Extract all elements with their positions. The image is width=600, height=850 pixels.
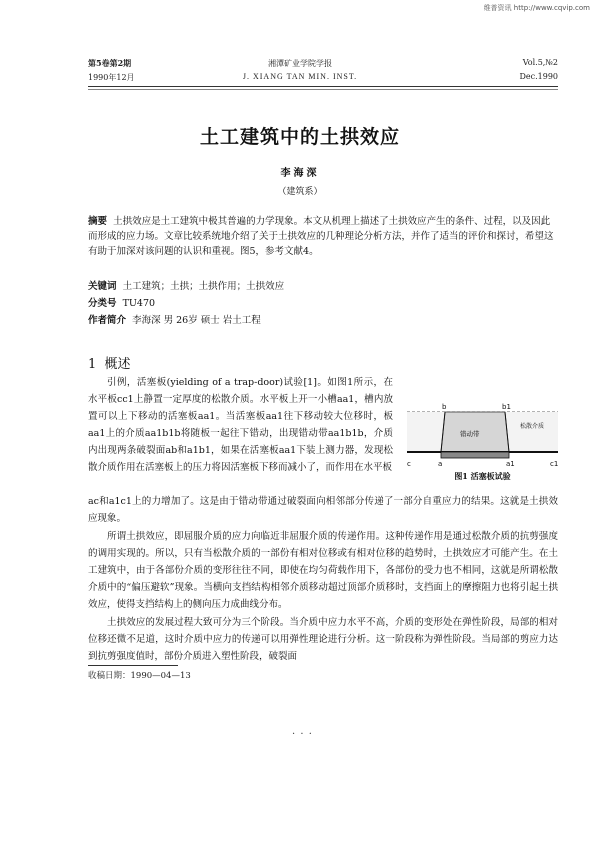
received-date: 收稿日期：1990—04—13 [88,671,191,681]
figure-trap-door-diagram [405,398,560,468]
date-en: Dec.1990 [519,72,558,81]
classification-text: TU470 [122,298,156,309]
figure-caption: 图1 活塞板试验 [454,471,511,481]
author-bio-label: 作者简介 [88,315,127,326]
label-c1: c1 [550,460,559,468]
label-c: c [407,460,411,468]
header-rule [88,86,558,87]
band-label: 错动带 [460,430,480,438]
section-heading [88,353,131,372]
section-title: 概述 [104,357,131,372]
volume-en: Vol.5,№2 [522,58,558,67]
abstract-label: 摘要 [88,216,108,227]
date-label: 1990年12月 [88,73,135,82]
paragraph-2: 所谓土拱效应，即屈服介质的应力向临近非屈服介质的传递作用。这种传递作用是通过松散介质的抗剪强度的调用实现的。所以，只有当松散介质的一部份有相对位移或有相对位移的趋势时，土拱效应才可能产生。在土工建筑中，由于各部份介质的变形往往不同，即使在均匀荷载作用下，各部份的受力也不相同，这就是所谓松散介质中的“偏压避软”现象。当横向支挡结构相邻介质移动超过顶部介质移时，支挡面上的摩擦阻力也将引起土拱效应，使得支挡结构上的侧向压力成曲线分布。 [88,531,558,610]
header-rule-secondary [88,89,558,90]
classification-label: 分类号 [88,298,117,309]
classification-line [88,296,558,311]
paragraph-1-narrow: 引例，活塞板(yielding of a trap-door)试验[1]。如图1所示，在水平板cc1上静置一定厚度的松散介质。水平板上开一小槽aa1，槽内放置可以上下移动的活塞板aa1。当活塞板aa1往下移动较大位移时，板aa1上的介质aa1b1b将随板一起往下错动，出现错动带aa1b1b，介质内出现两条破裂面ab和a1b1，如果在活塞板aa1下装上测力器，发现松散介质作用在活塞板上的压力将因活塞板下移而减小了，而作用在水平板 [88,377,393,473]
watermark: 维普资讯 http://www.cqvip.com [483,4,590,12]
paragraph-1-full: ac和a1c1上的力增加了。这是由于错动带通过破裂面向相邻部分传递了一部分自重应力的结果。这就是土拱效应现象。 [88,496,558,524]
abstract-text: 土拱效应是土工建筑中极其普遍的力学现象。本文从机理上描述了土拱效应产生的条件、过程，以及因此而形成的应力场。文章比较系统地介绍了关于土拱效应的几种理论分析方法，并作了适当的评价和探讨，希望这有助于加深对该问题的认识和重视。图5，参考文献4。 [88,216,554,257]
volume-label: 第5卷第2期 [88,58,132,68]
author-bio-text: 李海深 男 26岁 硕士 岩土工程 [132,315,261,326]
soil-label: 松散介质 [520,423,545,430]
label-b1: b1 [502,403,511,411]
keywords-label: 关键词 [88,281,117,292]
abstract [88,214,558,259]
keywords-text: 土工建筑；土拱；土拱作用；土拱效应 [122,281,285,292]
label-a: a [438,460,443,468]
section-number: 1 [88,357,97,372]
journal-name-en: J. XIANG TAN MIN. INST. [242,72,358,81]
label-b: b [442,403,447,411]
journal-name-cn: 湘潭矿业学院学报 [268,59,332,68]
footnote-rule [88,665,178,666]
affiliation: （建筑系） [277,187,323,197]
trap-door [441,452,509,458]
keywords-line [88,279,558,294]
label-a1: a1 [506,460,515,468]
article-title: 土工建筑中的土拱效应 [199,126,400,148]
paragraph-3: 土拱效应的发展过程大致可分为三个阶段。当介质中应力水平不高，介质的变形处在弹性阶段，局部的相对位移还微不足道，这时介质中应力的传递可以用弹性理论进行分析。这一阶段称为弹性阶段。当局部的剪应力达到抗剪强度值时，部份介质进入塑性阶段，破裂面 [88,617,558,662]
author-bio-line [88,313,558,328]
page-mark: · · · [292,729,313,740]
author-name: 李海深 [280,168,320,179]
